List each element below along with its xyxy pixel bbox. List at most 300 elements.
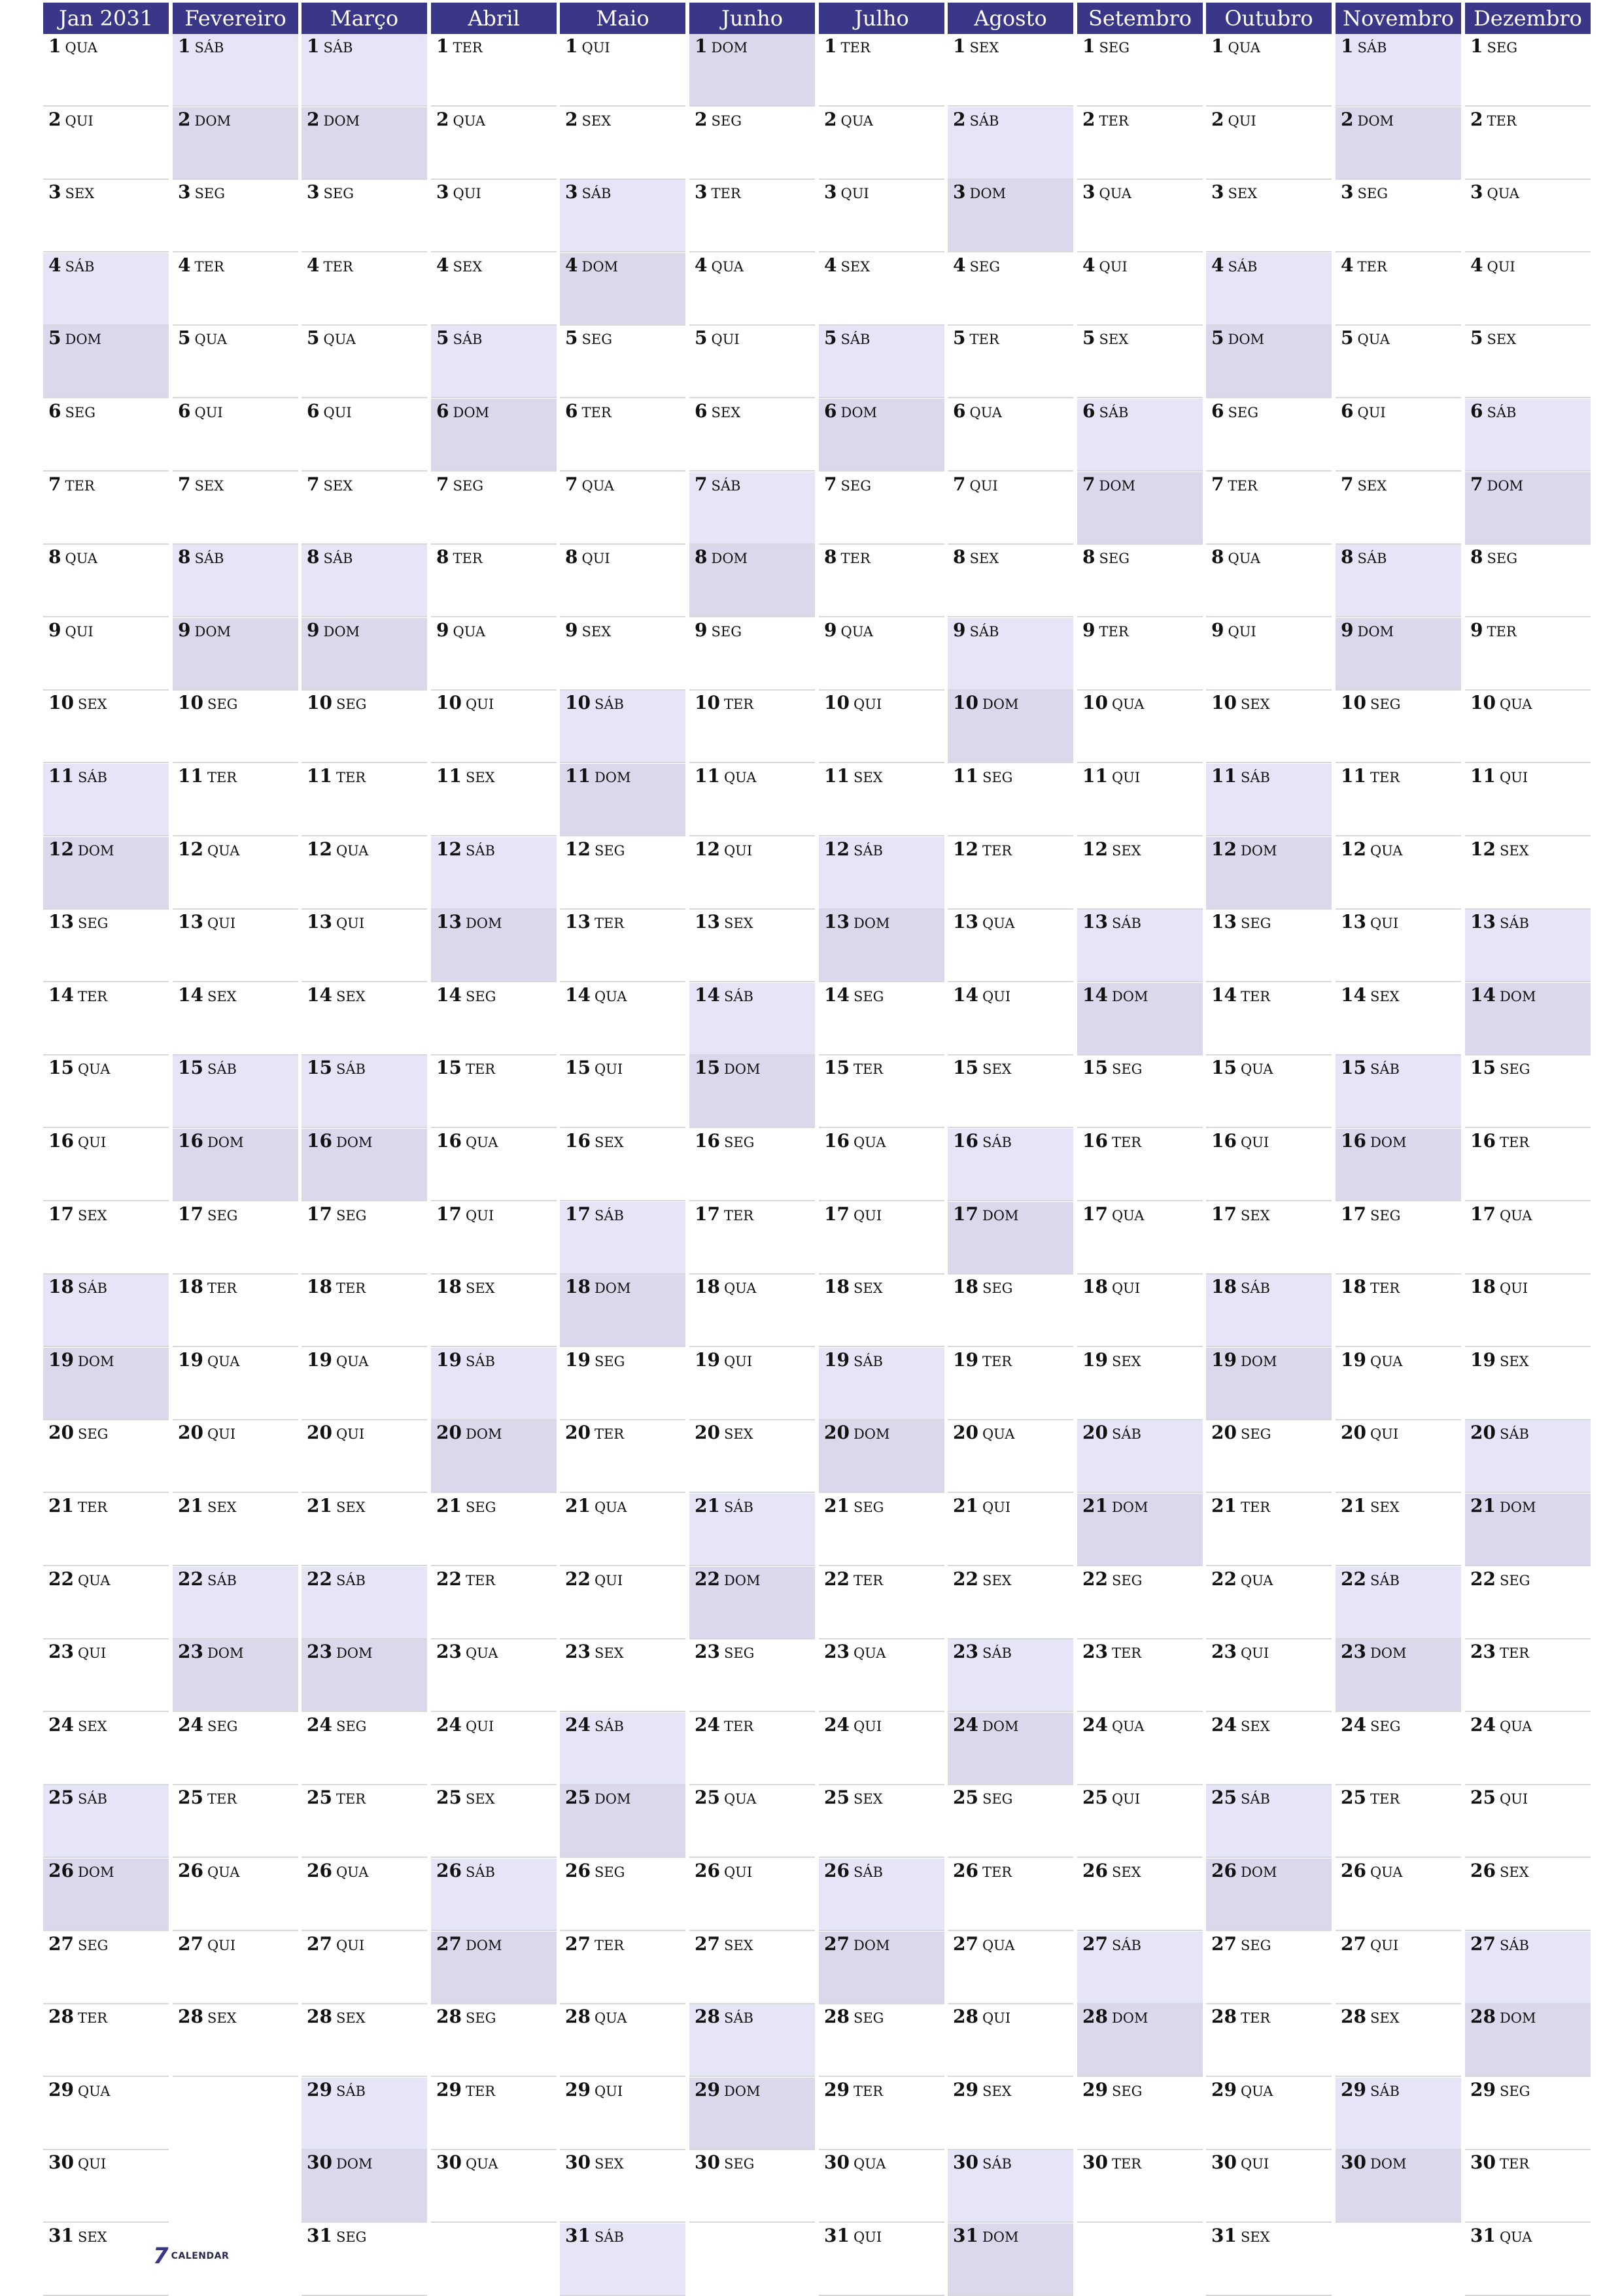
weekday-label: DOM <box>982 1208 1019 1224</box>
day-number: 9 SEG <box>695 619 742 641</box>
day-cell <box>1465 1129 1591 1201</box>
weekday-label: DOM <box>1099 478 1136 494</box>
day-cell <box>43 618 169 691</box>
weekday-label: SÁB <box>1111 1938 1141 1953</box>
day-cell <box>819 472 944 545</box>
day-cell <box>819 107 944 180</box>
day-cell <box>948 691 1073 763</box>
day-cell <box>43 764 169 836</box>
weekday-label: QUA <box>465 2156 498 2172</box>
day-cell <box>43 326 169 398</box>
day-cell <box>1465 1420 1591 1493</box>
day-number: 16 QUI <box>48 1130 107 1152</box>
day-cell <box>948 618 1073 691</box>
day-cell <box>1077 34 1203 107</box>
weekday-label: QUI <box>194 405 223 420</box>
weekday-label: SÁB <box>1499 916 1529 931</box>
day-number: 8 TER <box>824 546 871 568</box>
weekday-label: SEX <box>1357 478 1387 494</box>
weekday-label: SEG <box>1111 1061 1143 1077</box>
day-number: 17 QUA <box>1082 1203 1145 1225</box>
weekday-label: QUA <box>207 843 240 859</box>
day-cell <box>819 2078 944 2150</box>
day-cell <box>173 472 298 545</box>
day-number: 15 SEX <box>953 1057 1012 1078</box>
day-cell <box>1465 34 1591 107</box>
day-cell <box>302 1713 427 1785</box>
weekday-label: SEX <box>1499 1864 1529 1880</box>
weekday-label: SÁB <box>465 843 495 859</box>
day-cell <box>689 253 815 326</box>
day-cell <box>1465 1859 1591 1931</box>
day-number: 18 SÁB <box>48 1276 107 1297</box>
day-cell <box>560 1785 685 1858</box>
day-number: 16 QUA <box>436 1130 498 1152</box>
day-cell <box>302 253 427 326</box>
weekday-label: TER <box>969 332 999 347</box>
day-number: 30 DOM <box>1341 2151 1407 2173</box>
day-number: 8 QUI <box>565 546 610 568</box>
weekday-label: SEX <box>207 2010 237 2026</box>
weekday-label: SEX <box>336 2010 366 2026</box>
weekday-label: SÁB <box>581 186 612 201</box>
weekday-label: DOM <box>594 1280 631 1296</box>
weekday-label: QUI <box>723 1354 753 1369</box>
weekday-label: QUA <box>594 2010 627 2026</box>
weekday-label: SÁB <box>1357 551 1387 566</box>
day-cell <box>948 1932 1073 2004</box>
day-number: 26 QUA <box>307 1860 369 1881</box>
weekday-label: SEG <box>1099 551 1130 566</box>
day-cell <box>1336 2004 1461 2077</box>
day-cell <box>302 1785 427 1858</box>
day-cell <box>431 472 557 545</box>
day-number: 15 SÁB <box>178 1057 237 1078</box>
day-cell <box>948 764 1073 836</box>
day-number: 9 QUI <box>48 619 94 641</box>
day-number: 14 SEX <box>178 984 237 1006</box>
weekday-label: SÁB <box>194 551 224 566</box>
day-number: 24 SEX <box>1211 1714 1270 1736</box>
day-cell <box>1465 1639 1591 1712</box>
day-number: 23 QUI <box>48 1641 107 1662</box>
weekday-label: SEX <box>1487 332 1517 347</box>
day-number: 11 QUA <box>695 765 757 787</box>
day-number: 12 SEG <box>565 838 625 860</box>
day-number: 4 TER <box>1341 254 1387 276</box>
day-cell <box>1465 399 1591 471</box>
day-cell <box>431 107 557 180</box>
month-column <box>948 3 1073 2291</box>
weekday-label: QUA <box>1228 40 1260 56</box>
day-cell <box>302 545 427 617</box>
day-cell <box>431 764 557 836</box>
weekday-label: TER <box>840 551 871 566</box>
weekday-label: SÁB <box>1228 259 1258 275</box>
weekday-label: TER <box>336 1280 366 1296</box>
day-number: 23 DOM <box>178 1641 244 1662</box>
day-number: 25 SEX <box>436 1787 495 1808</box>
weekday-label: QUI <box>1499 1280 1528 1296</box>
day-cell <box>302 910 427 982</box>
month-column <box>1077 3 1203 2291</box>
day-number: 20 DOM <box>824 1422 890 1443</box>
weekday-label: TER <box>1240 989 1271 1004</box>
day-number: 18 QUI <box>1470 1276 1528 1297</box>
month-column <box>173 3 298 2291</box>
day-cell <box>819 545 944 617</box>
weekday-label: SÁB <box>465 1864 495 1880</box>
weekday-label: SEX <box>194 478 224 494</box>
day-number: 28 SEX <box>178 2006 237 2027</box>
weekday-label: SÁB <box>982 2156 1012 2172</box>
weekday-label: SÁB <box>723 2010 753 2026</box>
day-cell <box>173 1202 298 1275</box>
weekday-label: SEX <box>77 1208 107 1224</box>
weekday-label: QUI <box>581 40 610 56</box>
weekday-label: QUA <box>465 1135 498 1150</box>
day-number: 3 SEG <box>178 181 225 203</box>
day-number: 13 SEG <box>48 911 109 933</box>
weekday-label: TER <box>1370 1791 1400 1807</box>
day-cell <box>302 983 427 1055</box>
weekday-label: QUA <box>336 1864 369 1880</box>
day-number: 1 TER <box>824 35 871 57</box>
day-number: 8 SÁB <box>307 546 353 568</box>
weekday-label: QUI <box>723 1864 753 1880</box>
weekday-label: DOM <box>65 332 102 347</box>
weekday-label: DOM <box>1499 1499 1536 1515</box>
weekday-label: SEG <box>1487 40 1517 56</box>
day-number: 23 QUI <box>1211 1641 1269 1662</box>
day-cell <box>948 2004 1073 2077</box>
day-cell <box>1206 764 1332 836</box>
day-cell <box>173 1713 298 1785</box>
day-number: 18 TER <box>178 1276 237 1297</box>
day-number: 29 DOM <box>695 2079 761 2100</box>
weekday-label: SEG <box>711 113 742 129</box>
weekday-label: QUA <box>1370 1864 1403 1880</box>
day-number: 11 SÁB <box>1211 765 1270 787</box>
weekday-label: SEG <box>77 1938 109 1953</box>
day-cell <box>173 764 298 836</box>
weekday-label: SEX <box>1370 1499 1400 1515</box>
day-cell <box>819 34 944 107</box>
day-number: 30 SEG <box>695 2151 755 2173</box>
day-cell <box>560 1420 685 1493</box>
day-number: 21 SÁB <box>695 1495 753 1516</box>
weekday-label: QUA <box>336 843 369 859</box>
day-cell <box>1077 2078 1203 2150</box>
day-number: 25 QUI <box>1082 1787 1141 1808</box>
day-number: 31 SEX <box>48 2225 107 2246</box>
day-cell <box>689 1785 815 1858</box>
month-header: Dezembro <box>1465 3 1591 34</box>
day-cell <box>1077 1932 1203 2004</box>
day-number: 12 QUA <box>1341 838 1403 860</box>
weekday-label: SEG <box>207 1208 238 1224</box>
day-number: 23 SÁB <box>953 1641 1012 1662</box>
day-number: 4 SÁB <box>48 254 95 276</box>
weekday-label: QUI <box>465 696 494 712</box>
weekday-label: SEG <box>840 478 871 494</box>
day-cell <box>173 180 298 252</box>
day-cell <box>948 1567 1073 1639</box>
weekday-label: SEX <box>1111 1354 1141 1369</box>
day-cell <box>560 472 685 545</box>
day-cell <box>1336 837 1461 910</box>
weekday-label: SÁB <box>453 332 483 347</box>
day-cell <box>1077 1275 1203 1347</box>
day-cell <box>1077 837 1203 910</box>
weekday-label: SEX <box>1370 2010 1400 2026</box>
day-number: 1 SÁB <box>178 35 224 57</box>
day-number: 30 QUI <box>48 2151 107 2173</box>
day-cell <box>819 180 944 252</box>
day-cell <box>302 764 427 836</box>
weekday-label: DOM <box>1370 1645 1407 1661</box>
day-number: 22 DOM <box>695 1568 761 1590</box>
day-number: 15 TER <box>824 1057 884 1078</box>
weekday-label: SEX <box>982 1061 1012 1077</box>
day-number: 31 SÁB <box>565 2225 624 2246</box>
day-cell <box>43 180 169 252</box>
day-cell <box>43 1785 169 1858</box>
day-cell <box>689 1129 815 1201</box>
weekday-label: SEG <box>465 989 496 1004</box>
day-cell <box>560 326 685 398</box>
day-number: 22 SÁB <box>1341 1568 1400 1590</box>
weekday-label: DOM <box>465 1426 502 1442</box>
day-number: 23 SEG <box>695 1641 755 1662</box>
month-header: Abril <box>431 3 557 34</box>
month-column <box>1465 3 1591 2291</box>
weekday-label: TER <box>594 916 625 931</box>
day-cell <box>43 1055 169 1128</box>
weekday-label: SEX <box>1111 1864 1141 1880</box>
day-cell <box>173 399 298 471</box>
weekday-label: DOM <box>982 2229 1019 2245</box>
day-cell <box>173 253 298 326</box>
day-cell <box>43 107 169 180</box>
day-cell <box>1077 1567 1203 1639</box>
day-number: 5 QUI <box>695 327 740 349</box>
day-cell <box>431 618 557 691</box>
day-number: 25 TER <box>307 1787 366 1808</box>
day-cell <box>1336 34 1461 107</box>
day-cell <box>1336 399 1461 471</box>
day-number: 24 DOM <box>953 1714 1019 1736</box>
day-cell <box>1077 764 1203 836</box>
day-cell <box>43 1932 169 2004</box>
weekday-label: DOM <box>723 2083 761 2099</box>
weekday-label: SEG <box>1487 551 1517 566</box>
weekday-label: SEX <box>711 405 741 420</box>
day-cell <box>1336 1859 1461 1931</box>
day-number: 9 SEX <box>565 619 612 641</box>
weekday-label: QUA <box>982 1938 1015 1953</box>
day-number: 10 QUI <box>824 692 882 713</box>
weekday-label: SEX <box>1240 1208 1270 1224</box>
weekday-label: SEG <box>336 1719 367 1734</box>
weekday-label: TER <box>982 843 1012 859</box>
day-cell <box>948 1202 1073 1275</box>
month-header: Outubro <box>1206 3 1332 34</box>
weekday-label: DOM <box>711 40 748 56</box>
day-number: 14 SEG <box>436 984 496 1006</box>
day-cell <box>1465 910 1591 982</box>
day-number: 29 SÁB <box>1341 2079 1400 2100</box>
day-number: 1 QUA <box>1211 35 1260 57</box>
day-number: 5 SÁB <box>824 327 871 349</box>
day-cell <box>1206 1639 1332 1712</box>
day-cell <box>1077 983 1203 1055</box>
day-cell <box>1206 691 1332 763</box>
day-number: 15 QUA <box>48 1057 111 1078</box>
weekday-label: DOM <box>1228 332 1265 347</box>
day-number: 28 QUA <box>565 2006 627 2027</box>
weekday-label: SÁB <box>207 1573 237 1588</box>
day-cell <box>819 1932 944 2004</box>
day-number: 30 QUA <box>824 2151 886 2173</box>
weekday-label: QUI <box>1240 1645 1269 1661</box>
weekday-label: QUI <box>77 1645 107 1661</box>
day-number: 8 SEG <box>1082 546 1130 568</box>
weekday-label: SEG <box>465 1499 496 1515</box>
weekday-label: QUA <box>1111 696 1145 712</box>
day-cell <box>560 545 685 617</box>
weekday-label: QUA <box>77 1573 111 1588</box>
weekday-label: QUI <box>1111 1280 1141 1296</box>
weekday-label: SEX <box>594 1135 624 1150</box>
day-number: 13 TER <box>565 911 625 933</box>
weekday-label: SEX <box>723 1426 753 1442</box>
day-number: 25 QUI <box>1470 1787 1528 1808</box>
day-cell <box>1336 1639 1461 1712</box>
day-cell <box>819 983 944 1055</box>
day-number: 5 SEX <box>1470 327 1517 349</box>
day-number: 21 TER <box>1211 1495 1271 1516</box>
weekday-label: DOM <box>1240 1864 1277 1880</box>
weekday-label: SEG <box>982 1280 1013 1296</box>
day-cell <box>302 34 427 107</box>
day-number: 7 DOM <box>1470 473 1524 495</box>
day-cell <box>302 399 427 471</box>
day-cell <box>689 1348 815 1420</box>
day-cell <box>948 1420 1073 1493</box>
weekday-label: SÁB <box>723 1499 753 1515</box>
weekday-label: QUA <box>77 1061 111 1077</box>
day-number: 21 SEG <box>436 1495 496 1516</box>
weekday-label: SEX <box>581 113 612 129</box>
weekday-label: QUA <box>982 916 1015 931</box>
day-cell <box>560 2150 685 2223</box>
day-number: 10 DOM <box>953 692 1019 713</box>
day-number: 14 DOM <box>1470 984 1536 1006</box>
day-number: 14 TER <box>1211 984 1271 1006</box>
weekday-label: QUI <box>853 696 882 712</box>
day-number: 17 TER <box>695 1203 754 1225</box>
day-number: 14 SÁB <box>695 984 753 1006</box>
month-column <box>302 3 427 2291</box>
weekday-label: DOM <box>336 2156 373 2172</box>
day-number: 17 QUA <box>1470 1203 1532 1225</box>
weekday-label: SEX <box>594 1645 624 1661</box>
day-cell <box>948 326 1073 398</box>
day-number: 5 QUA <box>178 327 227 349</box>
weekday-label: SÁB <box>1487 405 1517 420</box>
weekday-label: DOM <box>207 1645 244 1661</box>
day-cell <box>431 1567 557 1639</box>
day-number: 27 SÁB <box>1470 1933 1529 1955</box>
day-cell <box>1465 691 1591 763</box>
day-cell <box>1465 107 1591 180</box>
weekday-label: QUI <box>336 916 365 931</box>
weekday-label: SEG <box>465 2010 496 2026</box>
day-number: 8 QUA <box>48 546 97 568</box>
day-cell <box>1206 180 1332 252</box>
day-number: 30 DOM <box>307 2151 373 2173</box>
weekday-label: SÁB <box>594 2229 624 2245</box>
day-number: 7 QUA <box>565 473 614 495</box>
day-cell <box>431 545 557 617</box>
day-cell <box>173 1639 298 1712</box>
day-number: 9 DOM <box>1341 619 1394 641</box>
day-cell <box>43 1859 169 1931</box>
day-cell <box>1465 1932 1591 2004</box>
weekday-label: QUA <box>465 1645 498 1661</box>
weekday-label: SEG <box>1111 2083 1143 2099</box>
day-cell <box>43 1420 169 1493</box>
weekday-label: DOM <box>1240 843 1277 859</box>
day-number: 22 QUA <box>48 1568 111 1590</box>
day-number: 4 DOM <box>565 254 619 276</box>
day-number: 13 SEG <box>1211 911 1271 933</box>
day-number: 25 TER <box>1341 1787 1400 1808</box>
day-cell <box>1465 618 1591 691</box>
weekday-label: SÁB <box>77 1280 107 1296</box>
weekday-label: QUI <box>982 989 1011 1004</box>
day-cell <box>1077 1639 1203 1712</box>
day-cell <box>560 1275 685 1347</box>
weekday-label: QUA <box>853 2156 886 2172</box>
calendar-logo <box>153 2243 229 2269</box>
day-cell <box>819 1129 944 1201</box>
weekday-label: TER <box>1499 2156 1530 2172</box>
day-number: 29 SÁB <box>307 2079 366 2100</box>
day-number: 7 SEX <box>307 473 353 495</box>
weekday-label: QUI <box>1357 405 1386 420</box>
day-number: 30 QUA <box>436 2151 498 2173</box>
day-cell <box>560 1859 685 1931</box>
day-cell <box>431 1275 557 1347</box>
weekday-label: SEX <box>1499 843 1529 859</box>
day-cell <box>1465 2004 1591 2077</box>
weekday-label: DOM <box>853 1426 890 1442</box>
day-number: 23 TER <box>1470 1641 1530 1662</box>
weekday-label: SEG <box>1111 1573 1143 1588</box>
day-number: 29 TER <box>436 2079 496 2100</box>
day-number: 1 DOM <box>695 35 748 57</box>
day-cell <box>431 1420 557 1493</box>
weekday-label: SÁB <box>982 1135 1012 1150</box>
month-header: Maio <box>560 3 685 34</box>
weekday-label: SEG <box>1240 916 1271 931</box>
day-number: 28 SEX <box>307 2006 366 2027</box>
day-number: 10 SEX <box>48 692 107 713</box>
weekday-label: DOM <box>465 916 502 931</box>
weekday-label: SÁB <box>853 1354 883 1369</box>
